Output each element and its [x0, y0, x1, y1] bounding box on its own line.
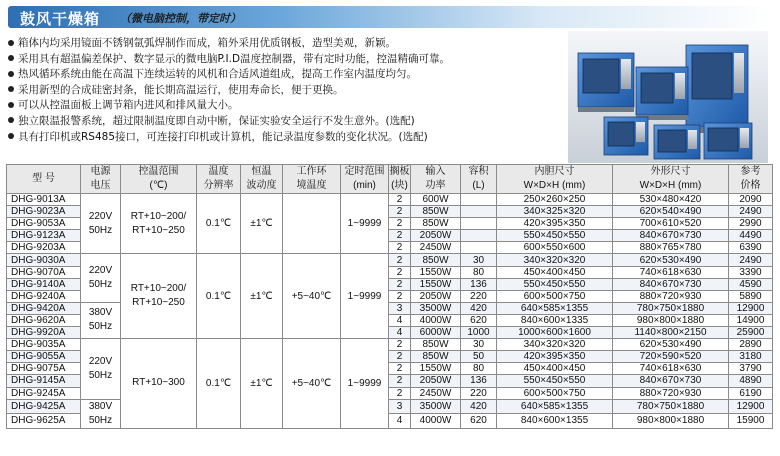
- price-cell: 2490: [729, 254, 773, 266]
- outer-size-cell: 620×530×490: [613, 254, 729, 266]
- ambient-cell: +5~40℃: [283, 339, 341, 428]
- power-cell: 4000W: [411, 314, 461, 326]
- oven-icon: [604, 117, 648, 155]
- power-cell: 3500W: [411, 302, 461, 314]
- voltage-cell: 220V 50Hz: [81, 339, 121, 399]
- volume-cell: 80: [461, 266, 497, 278]
- col-volume: 容积 (L): [461, 165, 497, 194]
- outer-size-cell: 980×800×1880: [613, 314, 729, 326]
- shelves-cell: 3: [389, 302, 411, 314]
- model-cell: DHG-9123A: [7, 230, 81, 242]
- power-cell: 2050W: [411, 290, 461, 302]
- model-cell: DHG-9053A: [7, 218, 81, 230]
- model-cell: DHG-9075A: [7, 363, 81, 375]
- col-ambient: 工作环 境温度: [283, 165, 341, 194]
- oven-icon: [686, 45, 748, 133]
- price-cell: 12900: [729, 399, 773, 414]
- shelves-cell: 2: [389, 387, 411, 399]
- outer-size-cell: 1140×800×2150: [613, 327, 729, 339]
- resolution-cell: 0.1℃: [197, 254, 241, 339]
- shelves-cell: 2: [389, 254, 411, 266]
- outer-size-cell: 740×618×630: [613, 266, 729, 278]
- volume-cell: 80: [461, 363, 497, 375]
- inner-size-cell: 250×260×250: [497, 194, 613, 206]
- power-cell: 2450W: [411, 242, 461, 254]
- model-cell: DHG-9420A: [7, 302, 81, 314]
- volume-cell: 420: [461, 399, 497, 414]
- inner-size-cell: 450×400×450: [497, 266, 613, 278]
- shelves-cell: 2: [389, 230, 411, 242]
- price-cell: 25900: [729, 327, 773, 339]
- voltage-cell: 380V 50Hz: [81, 302, 121, 338]
- feature-list: [8, 36, 568, 145]
- outer-size-cell: 700×610×520: [613, 218, 729, 230]
- shelves-cell: 2: [389, 194, 411, 206]
- volume-cell: 420: [461, 302, 497, 314]
- inner-size-cell: 640×585×1355: [497, 302, 613, 314]
- price-cell: 4590: [729, 278, 773, 290]
- volume-cell: 136: [461, 375, 497, 387]
- resolution-cell: 0.1℃: [197, 339, 241, 428]
- model-cell: DHG-9920A: [7, 327, 81, 339]
- outer-size-cell: 880×720×930: [613, 387, 729, 399]
- shelves-cell: 4: [389, 327, 411, 339]
- power-cell: 4000W: [411, 414, 461, 429]
- outer-size-cell: 620×540×490: [613, 206, 729, 218]
- volume-cell: 30: [461, 254, 497, 266]
- inner-size-cell: 340×320×320: [497, 339, 613, 351]
- power-cell: 2050W: [411, 230, 461, 242]
- table-header-row: [7, 165, 773, 194]
- inner-size-cell: 600×500×750: [497, 290, 613, 302]
- model-cell: DHG-9620A: [7, 314, 81, 326]
- volume-cell: 50: [461, 351, 497, 363]
- timer-cell: 1~9999: [341, 254, 389, 339]
- power-cell: 1550W: [411, 363, 461, 375]
- volume-cell: [461, 218, 497, 230]
- power-cell: 850W: [411, 351, 461, 363]
- feature-item: 采用新型的合成硅密封条，能长期高温运行，使用寿命长，便于更换。: [8, 83, 568, 99]
- model-cell: DHG-9030A: [7, 254, 81, 266]
- outer-size-cell: 980×800×1880: [613, 414, 729, 429]
- bullet-icon: [8, 133, 14, 139]
- power-cell: 1550W: [411, 278, 461, 290]
- model-cell: DHG-9070A: [7, 266, 81, 278]
- price-cell: 6390: [729, 242, 773, 254]
- volume-cell: 620: [461, 414, 497, 429]
- voltage-cell: 380V 50Hz: [81, 399, 121, 428]
- col-price: 参考 价格: [729, 165, 773, 194]
- inner-size-cell: 450×400×450: [497, 363, 613, 375]
- shelves-cell: 2: [389, 351, 411, 363]
- inner-size-cell: 420×395×350: [497, 351, 613, 363]
- bullet-icon: [8, 55, 14, 61]
- table-row: [7, 254, 773, 266]
- outer-size-cell: 530×480×420: [613, 194, 729, 206]
- volume-cell: [461, 230, 497, 242]
- fluctuation-cell: ±1℃: [241, 339, 283, 428]
- model-cell: DHG-9013A: [7, 194, 81, 206]
- power-cell: 600W: [411, 194, 461, 206]
- inner-size-cell: 840×600×1355: [497, 414, 613, 429]
- model-cell: DHG-9055A: [7, 351, 81, 363]
- outer-size-cell: 780×750×1880: [613, 399, 729, 414]
- timer-cell: 1~9999: [341, 339, 389, 428]
- inner-size-cell: 550×450×550: [497, 375, 613, 387]
- model-cell: DHG-9240A: [7, 290, 81, 302]
- shelves-cell: 2: [389, 218, 411, 230]
- timer-cell: 1~9999: [341, 194, 389, 254]
- outer-size-cell: 880×720×930: [613, 290, 729, 302]
- volume-cell: [461, 206, 497, 218]
- inner-size-cell: 600×500×750: [497, 387, 613, 399]
- model-cell: DHG-9140A: [7, 278, 81, 290]
- price-cell: 3390: [729, 266, 773, 278]
- shelves-cell: 2: [389, 290, 411, 302]
- price-cell: 3180: [729, 351, 773, 363]
- power-cell: 850W: [411, 206, 461, 218]
- outer-size-cell: 720×590×520: [613, 351, 729, 363]
- price-cell: 6190: [729, 387, 773, 399]
- feature-item: 箱体内均采用镜面不锈钢氩弧焊制作而成，箱外采用优质钢板，造型美观，新颖。: [8, 36, 568, 52]
- model-cell: DHG-9023A: [7, 206, 81, 218]
- price-cell: 3790: [729, 363, 773, 375]
- shelves-cell: 2: [389, 339, 411, 351]
- power-cell: 850W: [411, 339, 461, 351]
- outer-size-cell: 840×670×730: [613, 375, 729, 387]
- price-cell: 14900: [729, 314, 773, 326]
- ambient-cell: +5~40℃: [283, 254, 341, 339]
- price-cell: 2990: [729, 218, 773, 230]
- outer-size-cell: 620×530×490: [613, 339, 729, 351]
- outer-size-cell: 740×618×630: [613, 363, 729, 375]
- feature-item: 具有打印机或RS485接口，可连接打印机或计算机，能记录温度参数的变化状况。(选配): [8, 130, 568, 146]
- volume-cell: [461, 242, 497, 254]
- oven-icon: [578, 53, 634, 112]
- col-shelves: 搁板 (块): [389, 165, 411, 194]
- ambient-cell: [283, 194, 341, 254]
- bullet-icon: [8, 102, 14, 108]
- feature-item: 采用具有超温偏差保护、数字显示的微电脑P.I.D温度控制器，带有定时功能，控温精确可靠。: [8, 52, 568, 68]
- shelves-cell: 4: [389, 414, 411, 429]
- power-cell: 6000W: [411, 327, 461, 339]
- price-cell: 15900: [729, 414, 773, 429]
- page-title: 鼓风干燥箱: [20, 10, 101, 28]
- volume-cell: 136: [461, 278, 497, 290]
- power-cell: 850W: [411, 218, 461, 230]
- power-cell: 2050W: [411, 375, 461, 387]
- feature-item: 可以从控温面板上调节箱内进风和排风量大小。: [8, 98, 568, 114]
- inner-size-cell: 340×325×320: [497, 206, 613, 218]
- price-cell: 4490: [729, 230, 773, 242]
- power-cell: 3500W: [411, 399, 461, 414]
- power-cell: 2450W: [411, 387, 461, 399]
- price-cell: 2890: [729, 339, 773, 351]
- page-subtitle: （微电脑控制，带定时）: [120, 12, 241, 25]
- outer-size-cell: 880×765×780: [613, 242, 729, 254]
- volume-cell: 1000: [461, 327, 497, 339]
- shelves-cell: 3: [389, 399, 411, 414]
- col-input-power: 输入 功率: [411, 165, 461, 194]
- model-cell: DHG-9203A: [7, 242, 81, 254]
- temp-range-cell: RT+10~200/ RT+10~250: [121, 194, 197, 254]
- shelves-cell: 2: [389, 266, 411, 278]
- temp-range-cell: RT+10~200/ RT+10~250: [121, 254, 197, 339]
- shelves-cell: 2: [389, 375, 411, 387]
- col-inner-size: 内胆尺寸 W×D×H (mm): [497, 165, 613, 194]
- oven-icon: [636, 67, 688, 120]
- voltage-cell: 220V 50Hz: [81, 254, 121, 302]
- model-cell: DHG-9145A: [7, 375, 81, 387]
- bullet-icon: [8, 86, 14, 92]
- outer-size-cell: 840×670×730: [613, 230, 729, 242]
- inner-size-cell: 840×600×1335: [497, 314, 613, 326]
- col-resolution: 温度 分辨率: [197, 165, 241, 194]
- fluctuation-cell: ±1℃: [241, 194, 283, 254]
- spec-table: [6, 164, 773, 429]
- bullet-icon: [8, 40, 14, 46]
- inner-size-cell: 640×585×1355: [497, 399, 613, 414]
- volume-cell: 30: [461, 339, 497, 351]
- model-cell: DHG-9035A: [7, 339, 81, 351]
- shelves-cell: 4: [389, 314, 411, 326]
- inner-size-cell: 550×450×550: [497, 230, 613, 242]
- price-cell: 2490: [729, 206, 773, 218]
- volume-cell: 220: [461, 290, 497, 302]
- bullet-icon: [8, 117, 14, 123]
- temp-range-cell: RT+10~300: [121, 339, 197, 428]
- shelves-cell: 2: [389, 278, 411, 290]
- title-bar: [8, 6, 772, 28]
- oven-icon: [654, 125, 700, 159]
- volume-cell: 220: [461, 387, 497, 399]
- price-cell: 12900: [729, 302, 773, 314]
- volume-cell: 620: [461, 314, 497, 326]
- model-cell: DHG-9425A: [7, 399, 81, 414]
- price-cell: 5890: [729, 290, 773, 302]
- col-timer: 定时范围 (min): [341, 165, 389, 194]
- shelves-cell: 2: [389, 363, 411, 375]
- col-temp-range: 控温范围 (℃): [121, 165, 197, 194]
- volume-cell: [461, 194, 497, 206]
- table-row: [7, 194, 773, 206]
- col-power-supply: 电源 电压: [81, 165, 121, 194]
- inner-size-cell: 420×395×350: [497, 218, 613, 230]
- fluctuation-cell: ±1℃: [241, 254, 283, 339]
- inner-size-cell: 340×320×320: [497, 254, 613, 266]
- product-photo: [568, 31, 768, 163]
- col-outer-size: 外形尺寸 W×D×H (mm): [613, 165, 729, 194]
- spec-table-body: [7, 194, 773, 429]
- shelves-cell: 2: [389, 242, 411, 254]
- col-fluctuation: 恒温 波动度: [241, 165, 283, 194]
- model-cell: DHG-9625A: [7, 414, 81, 429]
- price-cell: 2090: [729, 194, 773, 206]
- outer-size-cell: 780×750×1880: [613, 302, 729, 314]
- outer-size-cell: 840×670×730: [613, 278, 729, 290]
- col-model: 型 号: [7, 165, 81, 194]
- shelves-cell: 2: [389, 206, 411, 218]
- power-cell: 1550W: [411, 266, 461, 278]
- voltage-cell: 220V 50Hz: [81, 194, 121, 254]
- power-cell: 850W: [411, 254, 461, 266]
- inner-size-cell: 1000×600×1600: [497, 327, 613, 339]
- table-row: [7, 339, 773, 351]
- inner-size-cell: 600×550×600: [497, 242, 613, 254]
- bullet-icon: [8, 71, 14, 77]
- feature-item: 热风循环系统由能在高温下连续运转的风机和合适风道组成，提高工作室内温度均匀。: [8, 67, 568, 83]
- resolution-cell: 0.1℃: [197, 194, 241, 254]
- oven-icon: [704, 123, 752, 159]
- inner-size-cell: 550×450×550: [497, 278, 613, 290]
- feature-item: 独立限温报警系统，超过限制温度即自动中断，保证实验安全运行不发生意外。(选配): [8, 114, 568, 130]
- price-cell: 4890: [729, 375, 773, 387]
- model-cell: DHG-9245A: [7, 387, 81, 399]
